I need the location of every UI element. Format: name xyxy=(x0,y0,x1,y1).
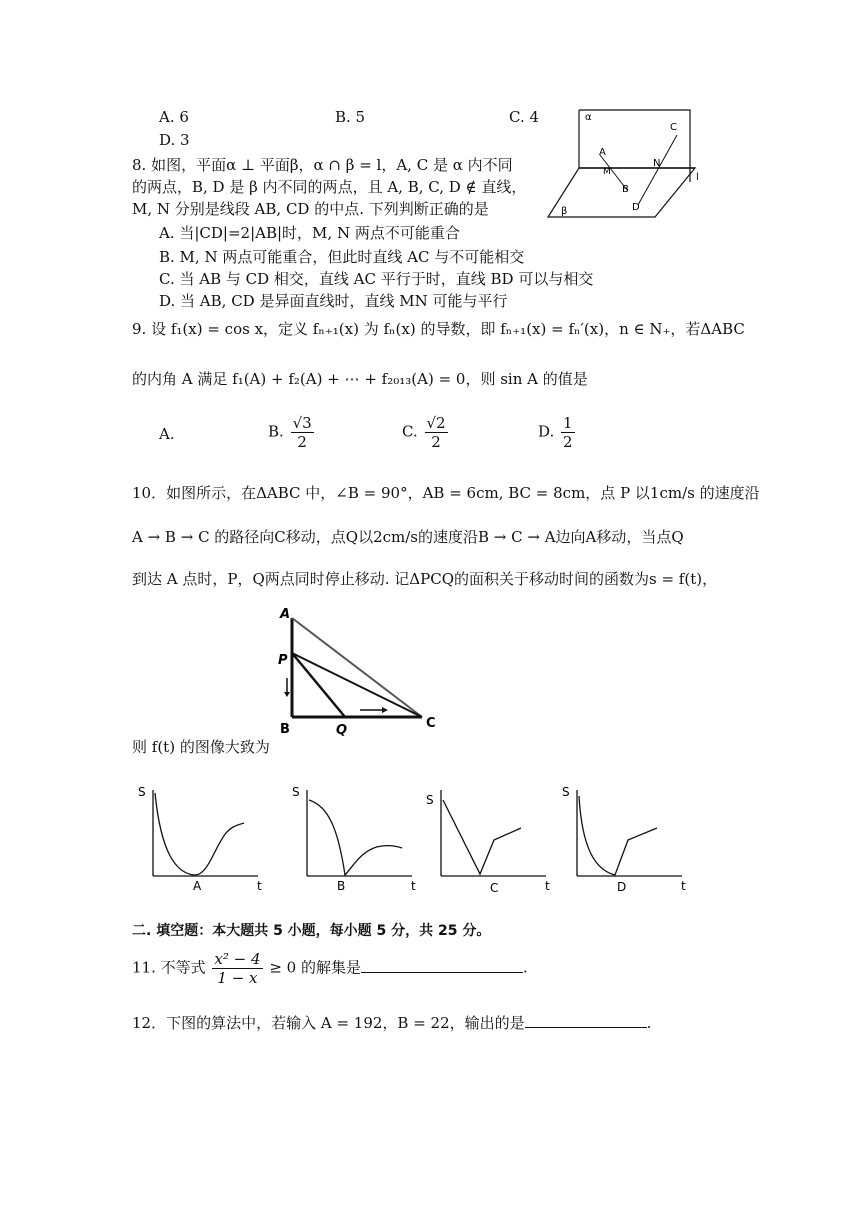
fig-label-c: C xyxy=(670,122,677,133)
fig-label-b: B xyxy=(622,184,629,195)
q9-option-c-label: C. xyxy=(402,422,418,441)
fig-label-n: N xyxy=(653,158,661,169)
q7-option-c: C. 4 xyxy=(509,108,540,126)
q8-option-c: C. 当 AB 与 CD 相交，直线 AC 平行于时，直线 BD 可以与相交 xyxy=(159,270,594,288)
fig-label-m: M xyxy=(603,167,611,177)
graph-d-t-label: t xyxy=(681,879,686,893)
fig-label-p: P xyxy=(278,653,288,668)
fig-label-d: D xyxy=(632,202,640,213)
q9-option-b-den: 2 xyxy=(297,433,307,451)
fig-label-q: Q xyxy=(336,723,348,738)
graph-d-option-label: D xyxy=(617,880,627,894)
q8-line2: 的两点，B, D 是 β 内不同的两点，且 A, B, C, D ∉ 直线， xyxy=(132,178,527,196)
q9-line1: 9. 设 f₁(x) = cos x，定义 fₙ₊₁(x) 为 fₙ(x) 的导数，即 fₙ₊₁(x) = fₙ′(x)，n ∈ N₊，若ΔABC xyxy=(132,320,745,338)
q9-option-a: A. xyxy=(159,425,175,443)
fig-label-beta: β xyxy=(561,206,568,217)
q8-option-d: D. 当 AB, CD 是异面直线时，直线 MN 可能与平行 xyxy=(159,292,508,310)
section-heading: 二. 填空题：本大题共 5 小题，每小题 5 分，共 25 分。 xyxy=(132,923,491,939)
graph-c-t-label: t xyxy=(545,879,550,893)
q10-line4: 则 f(t) 的图像大致为 xyxy=(132,738,270,756)
graph-a-t-label: t xyxy=(257,879,262,893)
q9-option-d xyxy=(538,414,577,451)
graph-b-s-label: S xyxy=(292,785,300,799)
q9-option-d-label: D. xyxy=(538,422,555,441)
q9-option-b-num: √3 xyxy=(292,414,312,432)
fig-label-a: A xyxy=(599,147,606,158)
q12-end: . xyxy=(646,1014,652,1032)
graph-option-d xyxy=(560,778,695,896)
q9-option-c xyxy=(402,414,450,451)
q11 xyxy=(132,950,528,987)
q8-line1: 8. 如图，平面α ⊥ 平面β，α ∩ β = l，A, C 是 α 内不同 xyxy=(132,156,513,174)
q12-answer-blank[interactable] xyxy=(525,1027,647,1028)
q8-option-a: A. 当|CD|=2|AB|时，M, N 两点不可能重合 xyxy=(159,224,460,242)
graph-option-b xyxy=(290,778,425,896)
graph-a-s-label: S xyxy=(138,785,146,799)
q12-text: 12．下图的算法中，若输入 A = 192，B = 22，输出的是 xyxy=(132,1014,525,1032)
fig-label-l: l xyxy=(696,172,699,183)
q12 xyxy=(132,1012,651,1033)
fig-label-a: A xyxy=(280,607,291,622)
q8-option-b: B. M, N 两点可能重合，但此时直线 AC 与不可能相交 xyxy=(159,248,525,266)
q9-option-c-den: 2 xyxy=(431,433,441,451)
graph-d-s-label: S xyxy=(562,785,570,799)
fig-label-c: C xyxy=(426,716,436,731)
q7-option-b: B. 5 xyxy=(335,108,366,126)
q9-option-d-num: 1 xyxy=(563,414,573,432)
graph-b-t-label: t xyxy=(411,879,416,893)
q11-suffix: ≥ 0 的解集是 xyxy=(269,958,361,977)
graph-c-option-label: C xyxy=(490,881,499,895)
q8-planes-figure xyxy=(545,100,720,225)
q9-option-c-num: √2 xyxy=(426,414,446,432)
q10-triangle-figure xyxy=(270,600,450,740)
fig-label-b: B xyxy=(280,722,290,737)
graph-option-c xyxy=(424,778,559,896)
q8-line3: M, N 分别是线段 AB, CD 的中点. 下列判断正确的是 xyxy=(132,200,489,218)
q9-option-b-label: B. xyxy=(268,422,284,441)
q10-line1: 10．如图所示，在ΔABC 中，∠B = 90°，AB = 6cm, BC = 8cm，点 P 以1cm/s 的速度沿 xyxy=(132,484,760,502)
fig-label-alpha: α xyxy=(585,112,592,123)
q9-line2: 的内角 A 满足 f₁(A) + f₂(A) + ⋯ + f₂₀₁₃(A) = 0，则 sin A 的值是 xyxy=(132,370,588,388)
graph-option-a xyxy=(136,778,271,896)
graph-c-s-label: S xyxy=(426,793,434,807)
q11-den: 1 − x xyxy=(217,969,258,987)
q10-line2: A → B → C 的路径向C移动，点Q以2cm/s的速度沿B → C → A边向A移动，当点Q xyxy=(132,528,684,546)
q9-option-d-den: 2 xyxy=(563,433,573,451)
q11-end: . xyxy=(522,958,528,977)
q7-option-d: D. 3 xyxy=(159,131,190,149)
q7-option-a: A. 6 xyxy=(159,108,189,126)
q11-answer-blank[interactable] xyxy=(361,972,523,973)
graph-a-option-label: A xyxy=(193,879,202,893)
q11-num: x² − 4 xyxy=(214,950,261,968)
q10-line3: 到达 A 点时，P，Q两点同时停止移动. 记ΔPCQ的面积关于移动时间的函数为s = f(t)， xyxy=(132,570,718,588)
graph-b-option-label: B xyxy=(337,879,346,893)
q11-prefix: 11. 不等式 xyxy=(132,958,206,977)
q9-option-b xyxy=(268,414,316,451)
